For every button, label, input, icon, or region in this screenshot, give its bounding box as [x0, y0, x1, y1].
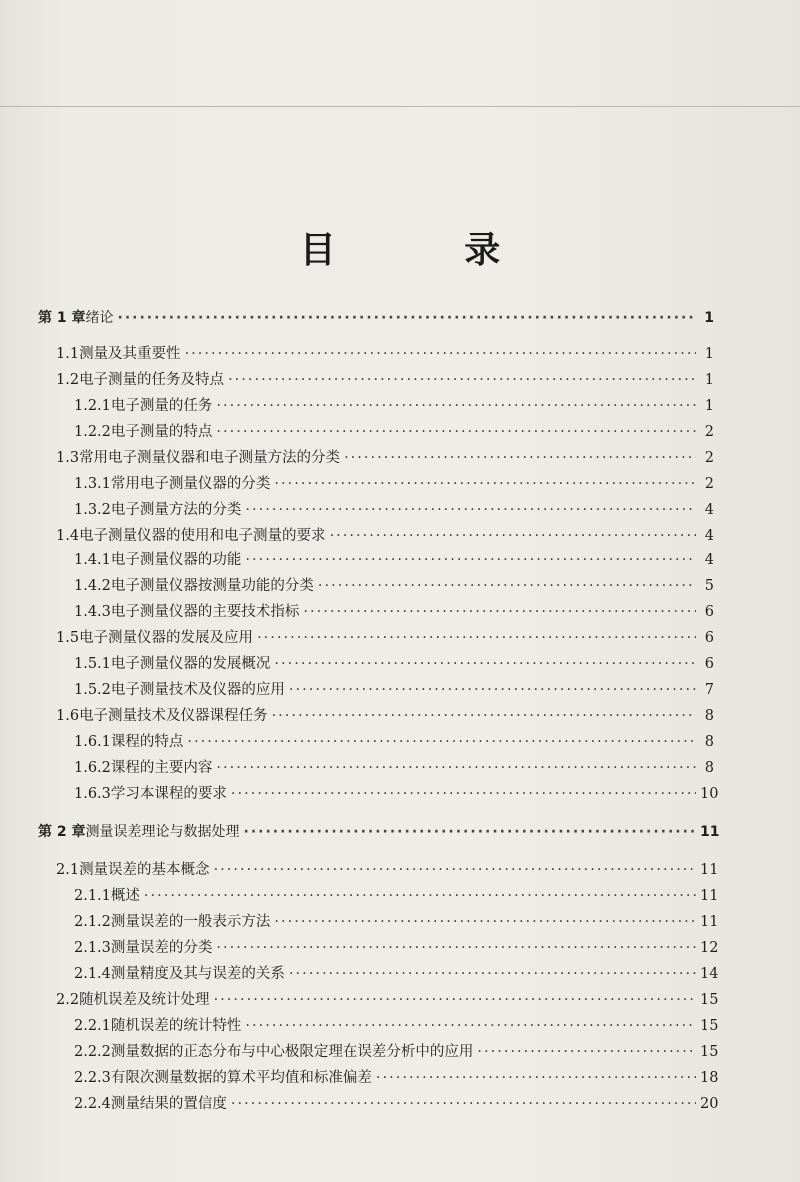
toc-entry-page-number: 2 [704, 476, 714, 492]
toc-entry [74, 652, 714, 676]
toc-entry [74, 548, 714, 572]
toc-entry-title: 随机误差的统计特性 [110, 1018, 242, 1034]
toc-entry-page-number: 6 [704, 604, 714, 620]
toc-entry [56, 626, 714, 650]
toc-entry-page-number: 8 [704, 734, 714, 750]
toc-entry-number: 1.6.1 [74, 734, 111, 750]
toc-entry-title: 电子测量的任务及特点 [79, 372, 225, 388]
toc-entry-title: 学习本课程的要求 [110, 786, 227, 802]
toc-entry-page-number: 1 [704, 398, 714, 414]
toc-entry-page-number: 8 [704, 760, 714, 776]
toc-entry-title: 测量数据的正态分布与中心极限定理在误差分析中的应用 [110, 1044, 474, 1060]
toc-entry-page-number: 4 [704, 552, 714, 568]
toc-entry-number: 2.1.3 [74, 940, 111, 956]
dot-leader [274, 652, 696, 676]
toc-entry-page-number: 6 [704, 630, 714, 646]
toc-entry-title: 测量误差的一般表示方法 [110, 914, 271, 930]
toc-entry [74, 730, 714, 754]
toc-entry-number: 第 1 章 [38, 310, 86, 326]
toc-entry-number: 1.6.2 [74, 760, 111, 776]
dot-leader [231, 1092, 696, 1116]
toc-entry-page-number: 12 [700, 940, 719, 956]
toc-entry-page-number: 18 [700, 1070, 719, 1086]
toc-entry-page-number: 4 [704, 528, 714, 544]
toc-entry-number: 1.6.3 [74, 786, 111, 802]
toc-entry-title: 电子测量仪器按测量功能的分类 [110, 578, 314, 594]
toc-entry-page-number: 11 [700, 862, 719, 878]
dot-leader [216, 756, 696, 780]
dot-leader [330, 524, 696, 548]
page-title: 目 录 [299, 230, 559, 271]
toc-entry [74, 1014, 719, 1038]
toc-entry [74, 936, 719, 960]
dot-leader [376, 1066, 696, 1090]
toc-entry-title: 电子测量的任务 [110, 398, 213, 414]
toc-entry-number: 1.4.3 [74, 604, 111, 620]
toc-entry [74, 678, 714, 702]
toc-entry-title: 测量误差的分类 [110, 940, 213, 956]
toc-entry-page-number: 11 [700, 914, 719, 930]
dot-leader [245, 548, 696, 572]
dot-leader [244, 820, 697, 844]
dot-leader [245, 498, 696, 522]
toc-entry-page-number: 15 [700, 1018, 719, 1034]
toc-entry [74, 782, 719, 806]
dot-leader [272, 704, 696, 728]
dot-leader [289, 678, 696, 702]
toc-entry [74, 884, 719, 908]
toc-entry [74, 472, 714, 496]
dot-leader [214, 988, 696, 1012]
toc-entry-title: 常用电子测量仪器的分类 [110, 476, 271, 492]
toc-entry-page-number: 20 [700, 1096, 719, 1112]
toc-entry-title: 测量及其重要性 [79, 346, 181, 362]
toc-entry-number: 1.5.2 [74, 682, 111, 698]
toc-entry-page-number: 2 [704, 424, 714, 440]
dot-leader [477, 1040, 696, 1064]
toc-entry-number: 1.4 [56, 528, 80, 544]
toc-entry [56, 704, 714, 728]
toc-entry-number: 2.1 [56, 862, 80, 878]
toc-entry-number: 1.4.2 [74, 578, 111, 594]
toc-entry-number: 2.2 [56, 992, 80, 1008]
toc-entry-page-number: 8 [704, 708, 714, 724]
dot-leader [257, 626, 696, 650]
toc-entry-title: 电子测量仪器的发展及应用 [79, 630, 254, 646]
toc-entry-title: 课程的主要内容 [110, 760, 213, 776]
toc-entry-title: 测量误差理论与数据处理 [85, 824, 240, 840]
toc-entry-page-number: 14 [700, 966, 719, 982]
dot-leader [216, 420, 696, 444]
toc-entry-title: 电子测量仪器的发展概况 [110, 656, 271, 672]
toc-entry-number: 1.2.1 [74, 398, 111, 414]
toc-entry-number: 第 2 章 [38, 824, 86, 840]
toc-entry-title: 随机误差及统计处理 [79, 992, 210, 1008]
toc-entry [74, 574, 714, 598]
toc-entry-number: 1.5 [56, 630, 80, 646]
toc-entry [56, 446, 714, 470]
dot-leader [274, 472, 696, 496]
toc-entry-page-number: 11 [700, 824, 720, 840]
toc-entry [74, 498, 714, 522]
dot-leader [303, 600, 696, 624]
dot-leader [144, 884, 696, 908]
toc-entry [74, 394, 714, 418]
toc-entry-number: 1.3.2 [74, 502, 111, 518]
toc-entry-title: 电子测量的特点 [110, 424, 213, 440]
toc-entry-title: 测量精度及其与误差的关系 [110, 966, 285, 982]
toc-entry-number: 1.2 [56, 372, 80, 388]
toc-entry-page-number: 1 [704, 310, 714, 326]
toc-chapter-entry [38, 820, 720, 844]
toc-entry-page-number: 5 [704, 578, 714, 594]
dot-leader [187, 730, 696, 754]
toc-entry-number: 2.2.1 [74, 1018, 111, 1034]
toc-entry-page-number: 15 [700, 992, 719, 1008]
toc-entry-title: 电子测量仪器的使用和电子测量的要求 [79, 528, 326, 544]
toc-entry [74, 1092, 719, 1116]
toc-entry [74, 756, 714, 780]
toc-entry [74, 600, 714, 624]
toc-entry [56, 524, 714, 548]
toc-entry-number: 1.4.1 [74, 552, 111, 568]
dot-leader [274, 910, 696, 934]
toc-entry-page-number: 11 [700, 888, 719, 904]
toc-entry-title: 电子测量方法的分类 [110, 502, 242, 518]
toc-entry-title: 绪论 [85, 310, 114, 326]
dot-leader [231, 782, 696, 806]
dot-leader [118, 306, 697, 330]
dot-leader [289, 962, 696, 986]
dot-leader [344, 446, 696, 470]
toc-entry-page-number: 7 [704, 682, 714, 698]
toc-entry-title: 测量结果的置信度 [110, 1096, 227, 1112]
toc-entry-page-number: 15 [700, 1044, 719, 1060]
toc-entry-number: 1.3.1 [74, 476, 111, 492]
toc-entry-number: 1.3 [56, 450, 80, 466]
toc-entry-number: 1.5.1 [74, 656, 111, 672]
toc-entry [74, 910, 719, 934]
toc-chapter-entry [38, 306, 714, 330]
toc-entry [74, 420, 714, 444]
toc-entry-title: 测量误差的基本概念 [79, 862, 210, 878]
toc-entry-page-number: 4 [704, 502, 714, 518]
dot-leader [216, 936, 696, 960]
toc-entry-title: 常用电子测量仪器和电子测量方法的分类 [79, 450, 341, 466]
toc-entry-title: 电子测量仪器的主要技术指标 [110, 604, 300, 620]
toc-entry-title: 电子测量技术及仪器课程任务 [79, 708, 268, 724]
toc-entry [74, 962, 719, 986]
toc-entry-page-number: 6 [704, 656, 714, 672]
toc-entry-page-number: 1 [704, 372, 714, 388]
toc-entry-number: 1.6 [56, 708, 80, 724]
toc-entry [74, 1040, 719, 1064]
toc-entry-number: 2.1.1 [74, 888, 111, 904]
toc-entry-page-number: 10 [700, 786, 719, 802]
toc-entry-number: 2.1.2 [74, 914, 111, 930]
dot-leader [228, 368, 696, 392]
toc-entry-title: 概述 [110, 888, 140, 904]
toc-entry [74, 1066, 719, 1090]
toc-entry-number: 1.1 [56, 346, 80, 362]
toc-entry-number: 2.2.3 [74, 1070, 111, 1086]
dot-leader [245, 1014, 696, 1038]
toc-entry-page-number: 1 [704, 346, 714, 362]
toc-entry-number: 2.2.2 [74, 1044, 111, 1060]
dot-leader [185, 342, 696, 366]
toc-entry [56, 368, 714, 392]
dot-leader [318, 574, 696, 598]
toc-entry-title: 电子测量技术及仪器的应用 [110, 682, 285, 698]
toc-entry-title: 课程的特点 [110, 734, 184, 750]
toc-entry-title: 电子测量仪器的功能 [110, 552, 242, 568]
toc-entry-title: 有限次测量数据的算术平均值和标准偏差 [110, 1070, 372, 1086]
toc-entry-number: 2.2.4 [74, 1096, 111, 1112]
toc-entry-number: 1.2.2 [74, 424, 111, 440]
dot-leader [214, 858, 696, 882]
dot-leader [216, 394, 696, 418]
toc-entry [56, 988, 719, 1012]
toc-entry [56, 342, 714, 366]
toc-entry [56, 858, 719, 882]
toc-entry-number: 2.1.4 [74, 966, 111, 982]
toc-entry-page-number: 2 [704, 450, 714, 466]
